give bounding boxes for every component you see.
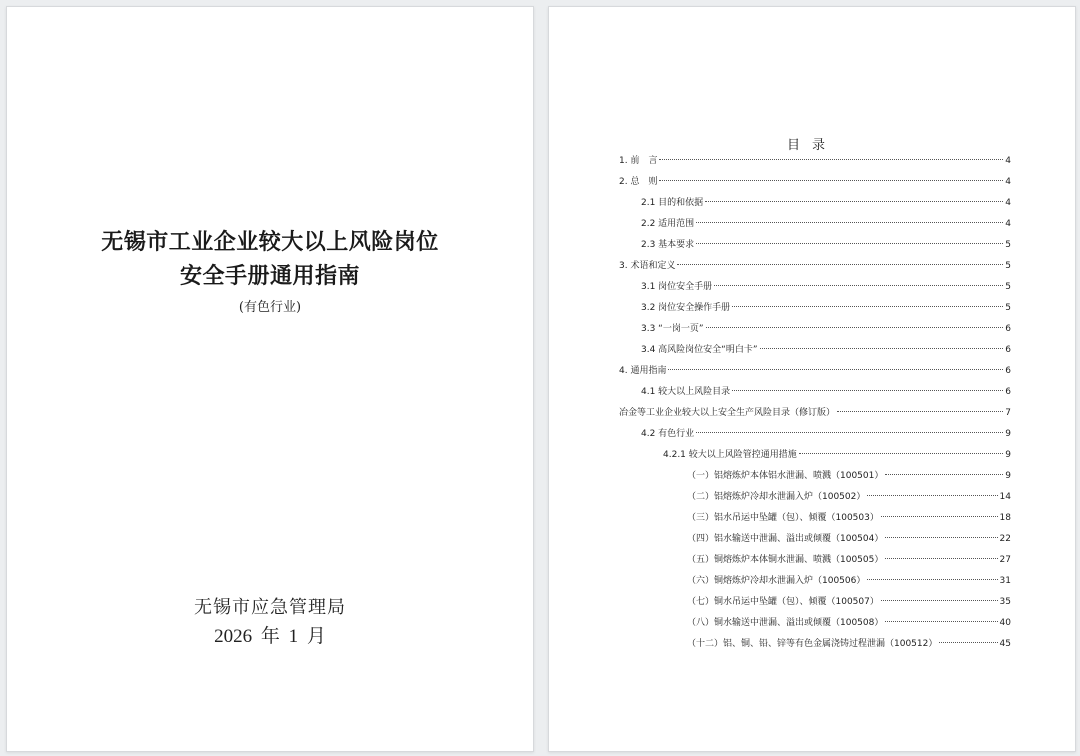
toc-entry[interactable] (641, 301, 1011, 315)
toc-entry[interactable] (687, 595, 1011, 609)
cover-title-line1: 无锡市工业企业较大以上风险岗位 (101, 229, 439, 255)
toc-entry-page: 9 (1005, 429, 1011, 439)
toc-dot-leader (696, 222, 1003, 223)
toc-entry[interactable] (641, 196, 1011, 210)
toc-entry-page: 5 (1005, 261, 1011, 271)
toc-dot-leader (881, 600, 998, 601)
cover-date-month: 1 (288, 626, 299, 647)
toc-dot-leader (732, 390, 1003, 391)
toc-entry-title: 3.2 岗位安全操作手册 (641, 303, 731, 313)
toc-entry-page: 7 (1005, 408, 1011, 418)
cover-issuer: 无锡市应急管理局 (194, 597, 346, 618)
toc-dot-leader (881, 516, 998, 517)
toc-dot-leader (659, 159, 1003, 160)
toc-entry-title: （五）铜熔炼炉本体铜水泄漏、喷溅（100505） (687, 555, 884, 565)
cover-page (6, 6, 534, 752)
cover-title-line2: 安全手册通用指南 (179, 263, 360, 289)
toc-entry-title: （七）铜水吊运中坠罐（包）、倾覆（100507） (687, 597, 879, 607)
toc-entry-page: 35 (999, 597, 1011, 607)
toc-entry[interactable] (641, 385, 1011, 399)
toc-entry[interactable] (687, 553, 1011, 567)
toc-dot-leader (885, 474, 1003, 475)
toc-entry-title: 4.2 有色行业 (641, 429, 695, 439)
toc-entry-title: 3.4 高风险岗位安全“明白卡” (641, 345, 758, 355)
toc-entry[interactable] (687, 532, 1011, 546)
toc-entry[interactable] (641, 238, 1011, 252)
toc-entry[interactable] (619, 154, 1011, 168)
toc-entry-title: 3.1 岗位安全手册 (641, 282, 713, 292)
toc-entry-title: （二）铝熔炼炉冷却水泄漏入炉（100502） (687, 492, 866, 502)
toc-entry-page: 27 (999, 555, 1011, 565)
toc-entry-title: 冶金等工业企业较大以上安全生产风险目录（修订版） (619, 408, 836, 418)
toc-page (548, 6, 1076, 752)
toc-dot-leader (732, 306, 1003, 307)
toc-heading: 目录 (786, 138, 837, 153)
toc-entry-title: 2. 总 则 (619, 177, 658, 187)
toc-entry[interactable] (687, 511, 1011, 525)
toc-entry[interactable] (641, 280, 1011, 294)
toc-entry[interactable] (619, 259, 1011, 273)
toc-entry-title: （三）铝水吊运中坠罐（包）、倾覆（100503） (687, 513, 879, 523)
toc-entry-title: （六）铜熔炼炉冷却水泄漏入炉（100506） (687, 576, 866, 586)
toc-entry-page: 9 (1005, 471, 1011, 481)
toc-entry-page: 22 (999, 534, 1011, 544)
toc-entry-page: 4 (1005, 177, 1011, 187)
cover-date-year: 2026 (214, 626, 253, 647)
toc-entry[interactable] (641, 427, 1011, 441)
toc-entry[interactable] (687, 469, 1011, 483)
toc-entry-page: 14 (999, 492, 1011, 502)
toc-entry[interactable] (687, 490, 1011, 504)
toc-dot-leader (659, 180, 1003, 181)
toc-dot-leader (714, 285, 1003, 286)
toc-dot-leader (668, 369, 1003, 370)
toc-dot-leader (885, 558, 997, 559)
toc-dot-leader (867, 579, 997, 580)
toc-entry-title: （四）铝水输送中泄漏、溢出或倾覆（100504） (687, 534, 884, 544)
toc-entry[interactable] (641, 217, 1011, 231)
toc-entry-page: 31 (999, 576, 1011, 586)
toc-entry-title: 3. 术语和定义 (619, 261, 676, 271)
cover-date-month-unit: 月 (306, 626, 326, 647)
toc-entry-page: 5 (1005, 240, 1011, 250)
toc-entry[interactable] (619, 364, 1011, 378)
cover-subtitle: (有色行业) (238, 300, 302, 315)
toc-entry-page: 5 (1005, 303, 1011, 313)
toc-dot-leader (696, 432, 1003, 433)
toc-dot-leader (867, 495, 997, 496)
toc-entry[interactable] (619, 175, 1011, 189)
toc-dot-leader (799, 453, 1004, 454)
toc-dot-leader (705, 201, 1003, 202)
toc-entry-title: 3.3 “一岗一页” (641, 324, 704, 334)
cover-date-year-unit: 年 (260, 626, 280, 647)
toc-dot-leader (696, 243, 1003, 244)
toc-entry-title: 4.1 较大以上风险目录 (641, 387, 731, 397)
toc-entry-page: 6 (1005, 345, 1011, 355)
cover-date (7, 621, 533, 648)
toc-dot-leader (837, 411, 1003, 412)
toc-entry-title: 1. 前 言 (619, 156, 658, 166)
toc-entry[interactable] (641, 343, 1011, 357)
toc-entry-title: 4. 通用指南 (619, 366, 667, 376)
toc-entry[interactable] (687, 637, 1011, 651)
toc-entry-title: （八）铜水输送中泄漏、溢出或倾覆（100508） (687, 618, 884, 628)
toc-entry[interactable] (687, 616, 1011, 630)
toc-entry-page: 6 (1005, 324, 1011, 334)
toc-entry-title: 2.2 适用范围 (641, 219, 695, 229)
toc-entry[interactable] (641, 322, 1011, 336)
toc-entry[interactable] (619, 406, 1011, 420)
toc-dot-leader (677, 264, 1003, 265)
toc-entry-page: 4 (1005, 156, 1011, 166)
toc-entry-title: 4.2.1 较大以上风险管控通用措施 (663, 450, 797, 460)
toc-entry[interactable] (687, 574, 1011, 588)
toc-entry-page: 6 (1005, 366, 1011, 376)
toc-dot-leader (939, 642, 997, 643)
toc-dot-leader (760, 348, 1004, 349)
toc-entry-page: 18 (999, 513, 1011, 523)
toc-dot-leader (885, 621, 997, 622)
toc-entry-page: 40 (999, 618, 1011, 628)
toc-entry[interactable] (663, 448, 1011, 462)
toc-entry-page: 4 (1005, 219, 1011, 229)
toc-entry-title: 2.1 目的和依据 (641, 198, 704, 208)
toc-entry-page: 6 (1005, 387, 1011, 397)
toc-entry-page: 5 (1005, 282, 1011, 292)
toc-entry-page: 4 (1005, 198, 1011, 208)
toc-entry-title: （一）铝熔炼炉本体铝水泄漏、喷溅（100501） (687, 471, 884, 481)
toc-entry-page: 45 (999, 639, 1011, 649)
toc-dot-leader (706, 327, 1004, 328)
toc-entry-title: （十二）铝、铜、铅、锌等有色金属浇铸过程泄漏（100512） (687, 639, 938, 649)
toc-dot-leader (885, 537, 997, 538)
toc-entry-title: 2.3 基本要求 (641, 240, 695, 250)
toc-entry-page: 9 (1005, 450, 1011, 460)
